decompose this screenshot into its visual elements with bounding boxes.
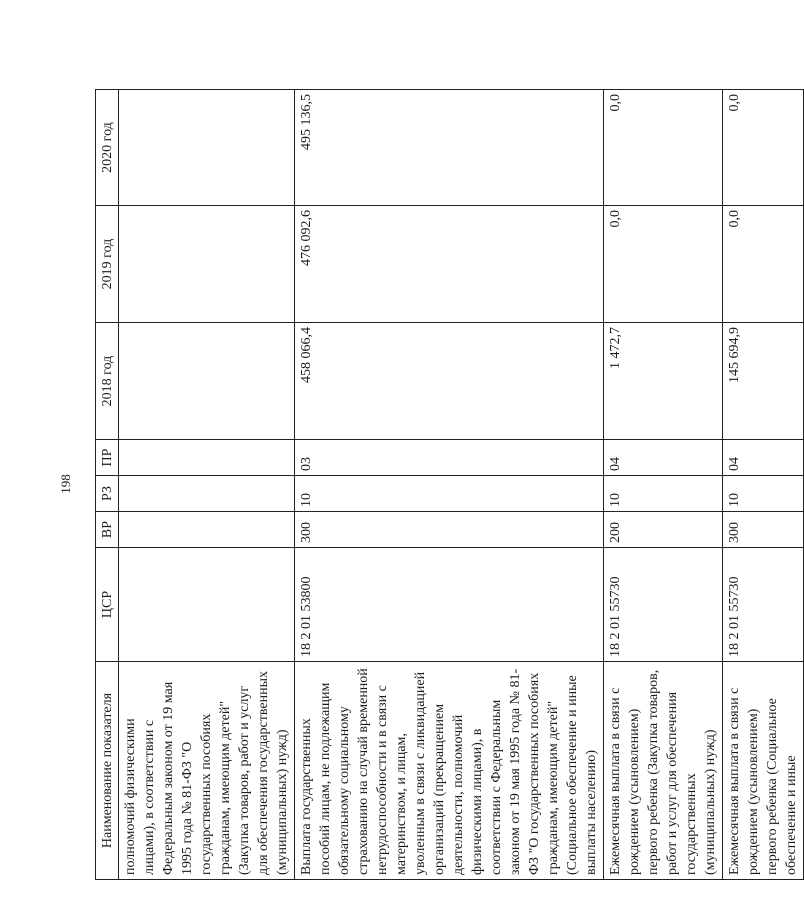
cell-2019 (119, 206, 295, 323)
cell-name: Ежемесячная выплата в связи с рождением (усыновлением) первого ребенка (Закупка товаров, работ и услуг для обеспечения государственных (муниципальных) нужд) (604, 662, 723, 880)
cell-csr: 18 2 01 55730 (723, 548, 804, 662)
cell-2018: 458 066,4 (295, 323, 604, 440)
table-row (295, 90, 604, 880)
header-2018: 2018 год (96, 323, 119, 440)
cell-rz: 10 (723, 476, 804, 512)
header-vr: ВР (96, 512, 119, 548)
cell-vr (119, 512, 295, 548)
table-row (119, 90, 295, 880)
cell-csr (119, 548, 295, 662)
table-row (604, 90, 723, 880)
cell-name: Ежемесячная выплата в связи с рождением (усыновлением) первого ребенка (Социальное обеспечение и иные (723, 662, 804, 880)
cell-csr: 18 2 01 55730 (604, 548, 723, 662)
cell-vr: 200 (604, 512, 723, 548)
cell-2018 (119, 323, 295, 440)
cell-rz (119, 476, 295, 512)
cell-rz: 10 (295, 476, 604, 512)
cell-2020: 0,0 (604, 90, 723, 206)
budget-table (95, 89, 804, 880)
cell-2020: 0,0 (723, 90, 804, 206)
rotated-page-content (95, 90, 799, 880)
cell-pr: 04 (723, 440, 804, 476)
cell-2019: 0,0 (723, 206, 804, 323)
page-number: 198 (58, 474, 73, 494)
cell-vr: 300 (295, 512, 604, 548)
table-row (723, 90, 804, 880)
cell-2018: 1 472,7 (604, 323, 723, 440)
header-rz: РЗ (96, 476, 119, 512)
cell-2019: 0,0 (604, 206, 723, 323)
cell-rz: 10 (604, 476, 723, 512)
header-pr: ПР (96, 440, 119, 476)
cell-name: Выплата государственных пособий лицам, не подлежащим обязательному социальному страхованию на случай временной нетрудоспособности и в связи с материнством, и лицам, уволенным в связи с ликвидацией организаций (прекращением деятельности, полномочий физическими лицами), в соответствии с Федеральным законом от 19 мая 1995 года № 81-ФЗ "О государственных пособиях гражданам, имеющим детей" (Социальное обеспечение и иные выплаты населению) (295, 662, 604, 880)
header-name: Наименование показателя (96, 662, 119, 880)
cell-2020: 495 136,5 (295, 90, 604, 206)
table-header-row (96, 90, 119, 880)
header-csr: ЦСР (96, 548, 119, 662)
cell-2020 (119, 90, 295, 206)
cell-name: полномочий физическими лицами), в соответствии с Федеральным законом от 19 мая 1995 года № 81-ФЗ "О государственных пособиях гражданам, имеющим детей" (Закупка товаров, работ и услуг для обеспечения государственных (муниципальных) нужд) (119, 662, 295, 880)
cell-2019: 476 092,6 (295, 206, 604, 323)
cell-2018: 145 694,9 (723, 323, 804, 440)
cell-pr: 04 (604, 440, 723, 476)
header-2019: 2019 год (96, 206, 119, 323)
cell-vr: 300 (723, 512, 804, 548)
cell-pr: 03 (295, 440, 604, 476)
header-2020: 2020 год (96, 90, 119, 206)
cell-csr: 18 2 01 53800 (295, 548, 604, 662)
cell-pr (119, 440, 295, 476)
